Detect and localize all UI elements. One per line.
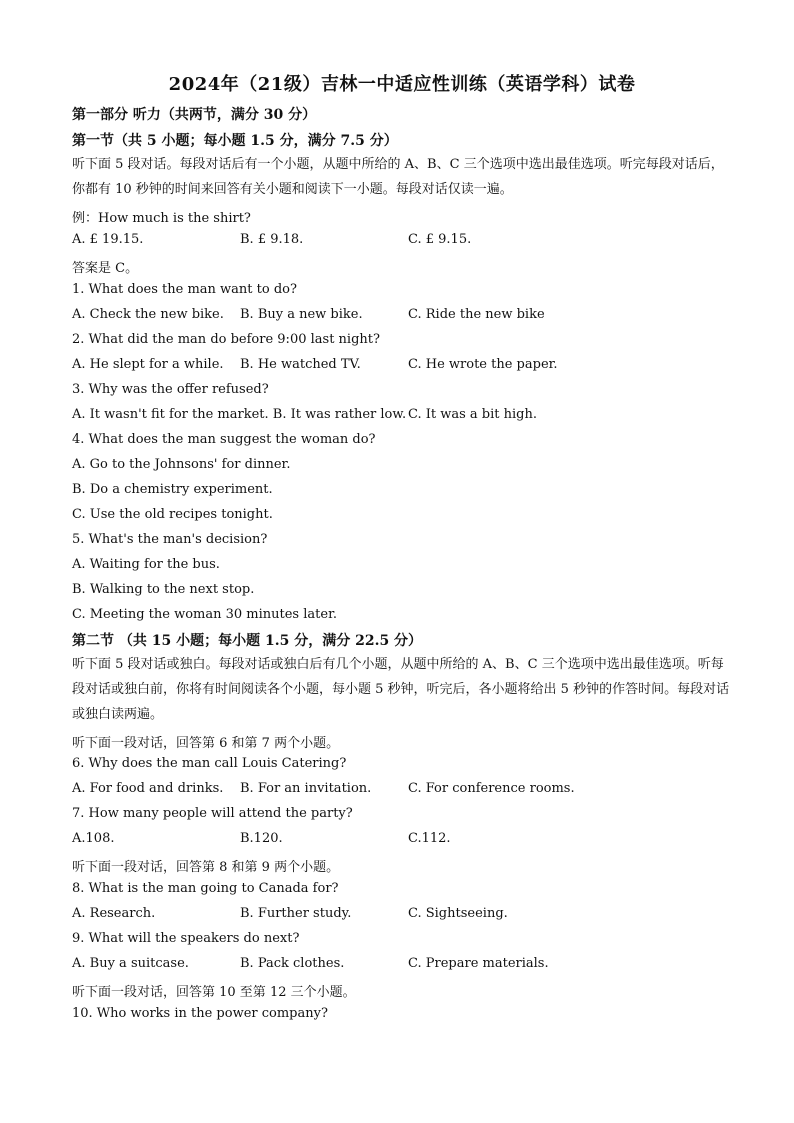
q7-option-a: A.108. [72,831,115,846]
question-4: 4. What does the man suggest the woman do? [72,432,376,447]
part-heading: 第一部分 听力（共两节，满分 30 分） [72,107,317,123]
q8-option-b: B. Further study. [240,906,352,921]
question-10: 10. Who works in the power company? [72,1006,328,1021]
q7-option-b: B.120. [240,831,283,846]
question-7: 7. How many people will attend the party? [72,806,353,821]
example-answer: 答案是 C。 [72,261,139,276]
q2-option-a: A. He slept for a while. [72,357,224,372]
section2-instructions: 听下面 5 段对话或独白。每段对话或独白后有几个小题，从题中所给的 A、B、C 三个选项中选出最佳选项。听每段对话或独白前，你将有时间阅读各个小题，每小题 5 秒钟，听完后，各小题将给出 5 秒钟的作答时间。每段对话或独白读两遍。 [72,657,730,722]
q1-option-c: C. Ride the new bike [408,307,545,322]
q5-option-b: B. Walking to the next stop. [72,582,255,597]
q1-option-b: B. Buy a new bike. [240,307,363,322]
question-3: 3. Why was the offer refused? [72,382,269,397]
q6-option-a: A. For food and drinks. [72,781,224,796]
question-8: 8. What is the man going to Canada for? [72,881,339,896]
group-instruction-8-9: 听下面一段对话，回答第 8 和第 9 两个小题。 [72,860,340,875]
section1-heading: 第一节（共 5 小题；每小题 1.5 分，满分 7.5 分） [72,133,398,149]
question-9: 9. What will the speakers do next? [72,931,300,946]
question-2: 2. What did the man do before 9:00 last night? [72,332,380,347]
example-option-a: A. £ 19.15. [72,232,144,247]
q2-option-b: B. He watched TV. [240,357,361,372]
q1-option-a: A. Check the new bike. [72,307,224,322]
q2-option-c: C. He wrote the paper. [408,357,558,372]
q6-option-c: C. For conference rooms. [408,781,575,796]
question-1: 1. What does the man want to do? [72,282,297,297]
example-option-b: B. £ 9.18. [240,232,304,247]
page-title: 2024年（21级）吉林一中适应性训练（英语学科）试卷 [168,74,636,95]
q5-option-c: C. Meeting the woman 30 minutes later. [72,607,337,622]
q7-option-c: C.112. [408,831,451,846]
q3-option-c: C. It was a bit high. [408,407,537,422]
example-option-c: C. £ 9.15. [408,232,472,247]
q4-option-a: A. Go to the Johnsons' for dinner. [72,457,291,472]
group-instruction-10-12: 听下面一段对话，回答第 10 至第 12 三个小题。 [72,985,356,1000]
q5-option-a: A. Waiting for the bus. [72,557,220,572]
q8-option-a: A. Research. [72,906,156,921]
section2-heading: 第二节 （共 15 小题；每小题 1.5 分，满分 22.5 分） [72,633,423,649]
example-question: 例：How much is the shirt? [72,211,251,226]
q9-option-b: B. Pack clothes. [240,956,345,971]
section1-instructions: 听下面 5 段对话。每段对话后有一个小题，从题中所给的 A、B、C 三个选项中选出最佳选项。听完每段对话后，你都有 10 秒钟的时间来回答有关小题和阅读下一小题。每段对话仅读一遍。 [72,157,724,197]
group-instruction-6-7: 听下面一段对话，回答第 6 和第 7 两个小题。 [72,736,340,751]
q3-option-ab: A. It wasn't fit for the market. B. It was rather low. [72,407,407,422]
q9-option-a: A. Buy a suitcase. [72,956,189,971]
q4-option-b: B. Do a chemistry experiment. [72,482,273,497]
question-5: 5. What's the man's decision? [72,532,268,547]
q4-option-c: C. Use the old recipes tonight. [72,507,273,522]
q8-option-c: C. Sightseeing. [408,906,508,921]
q9-option-c: C. Prepare materials. [408,956,549,971]
question-6: 6. Why does the man call Louis Catering? [72,756,347,771]
q6-option-b: B. For an invitation. [240,781,372,796]
